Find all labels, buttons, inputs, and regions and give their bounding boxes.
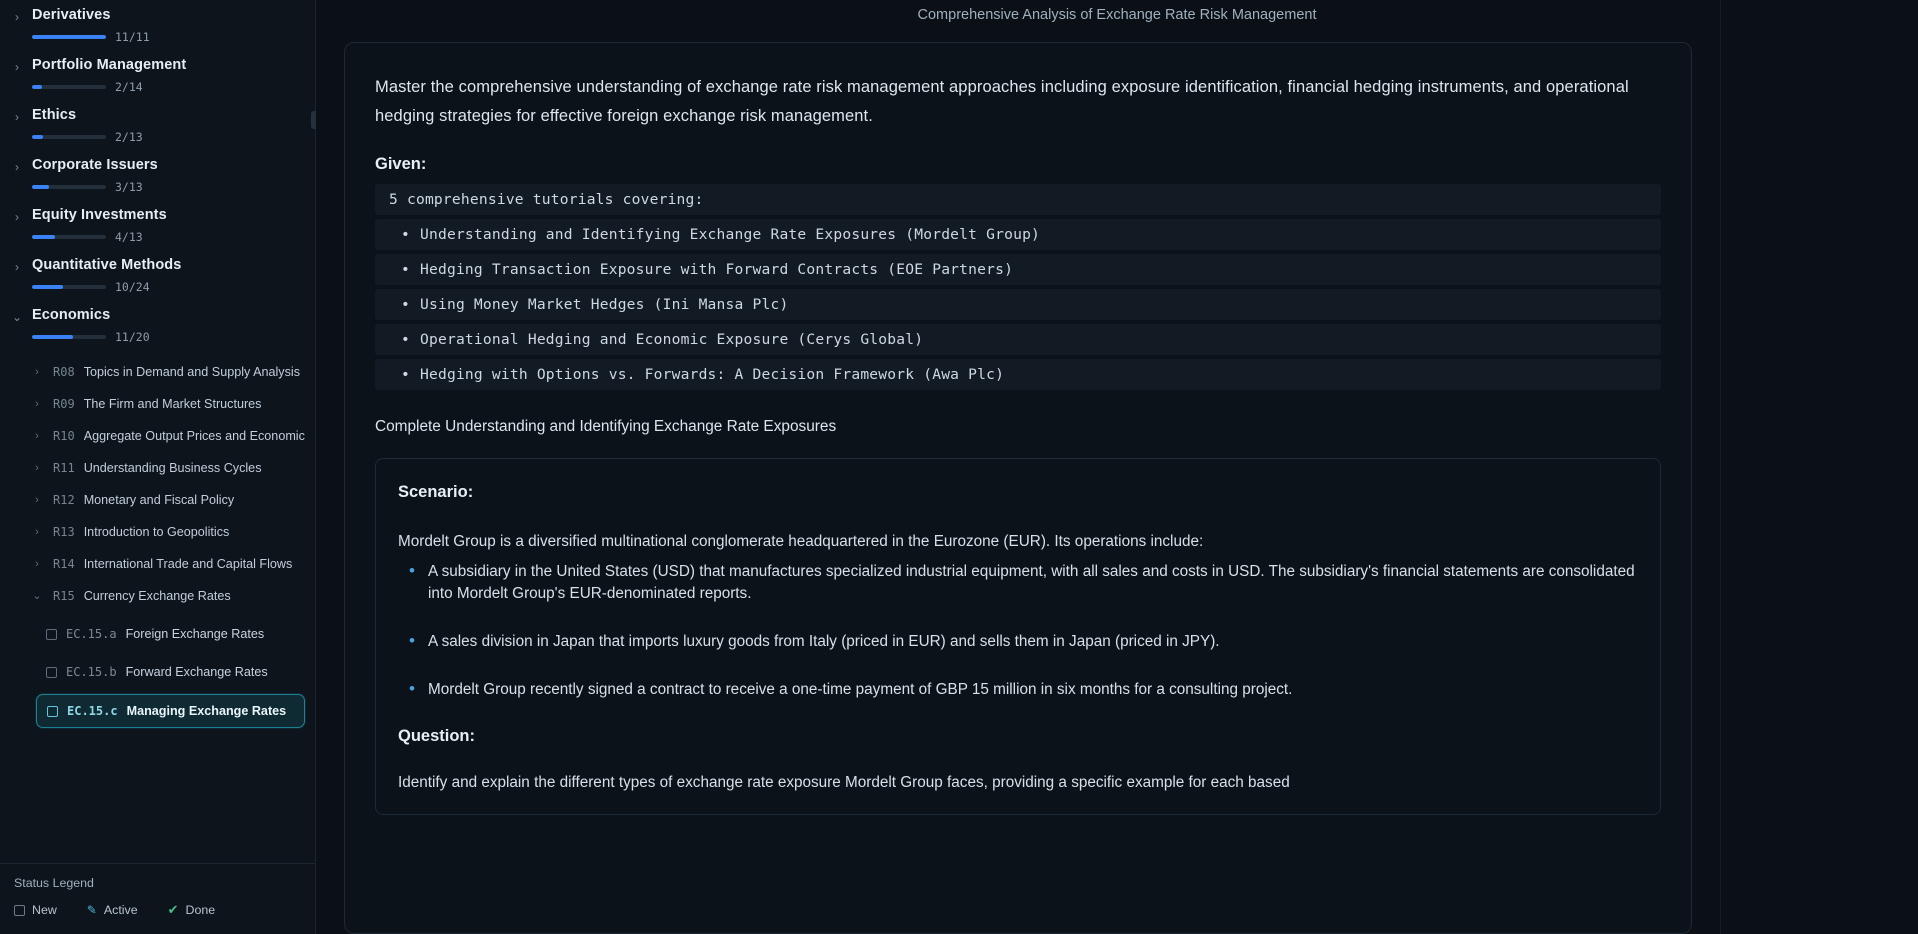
lesson-name: Foreign Exchange Rates: [125, 627, 265, 641]
main-content: [316, 0, 1918, 934]
topic-portfolio-management[interactable]: [0, 50, 315, 100]
reading-name: International Trade and Capital Flows: [83, 557, 293, 571]
reading-item-r09[interactable]: [0, 388, 315, 420]
progress-bar: [32, 285, 106, 289]
topic-title: Derivatives: [32, 7, 111, 23]
legend-item-new: [14, 903, 57, 917]
right-rail: [1720, 0, 1918, 934]
topic-title: Corporate Issuers: [32, 157, 158, 173]
pencil-icon: ✎: [86, 903, 97, 917]
lesson-item-ec-15-a[interactable]: [36, 618, 305, 650]
content-scroll-area[interactable]: [316, 30, 1918, 934]
progress-bar: [32, 185, 106, 189]
checkbox-icon[interactable]: [46, 629, 57, 640]
progress-bar: [32, 35, 106, 39]
check-icon: ✔: [167, 902, 179, 917]
sidebar: [0, 0, 316, 934]
page-title: Comprehensive Analysis of Exchange Rate Risk Management: [917, 7, 1317, 23]
progress-fraction: 4/13: [115, 230, 143, 244]
progress-bar: [32, 135, 106, 139]
chevron-right-icon[interactable]: ›: [35, 429, 39, 442]
topic-ethics[interactable]: [0, 100, 315, 150]
reading-code: R15: [53, 589, 75, 603]
chevron-right-icon[interactable]: ›: [15, 110, 19, 124]
lesson-code: EC.15.b: [66, 665, 117, 679]
topic-title: Equity Investments: [32, 207, 167, 223]
chevron-right-icon[interactable]: ›: [35, 557, 39, 570]
reading-item-r14[interactable]: [0, 548, 315, 580]
topic-corporate-issuers[interactable]: [0, 150, 315, 200]
lesson-item-ec-15-c[interactable]: [36, 694, 305, 728]
reading-code: R14: [53, 557, 75, 571]
topic-quantitative-methods[interactable]: [0, 250, 315, 300]
chevron-right-icon[interactable]: ›: [15, 210, 19, 224]
legend-label: Active: [103, 903, 138, 917]
chevron-right-icon[interactable]: ›: [35, 461, 39, 474]
chevron-right-icon[interactable]: ›: [35, 493, 39, 506]
progress-bar: [32, 235, 106, 239]
reading-code: R12: [53, 493, 75, 507]
lesson-name: Managing Exchange Rates: [126, 704, 287, 718]
topic-economics[interactable]: [0, 300, 315, 350]
progress-fraction: 10/24: [115, 280, 150, 294]
chevron-down-icon[interactable]: ⌄: [32, 589, 42, 602]
code-line: • Operational Hedging and Economic Exposure (Cerys Global): [375, 324, 1661, 355]
reading-code: R09: [53, 397, 75, 411]
topic-title: Quantitative Methods: [32, 257, 182, 273]
topic-title: Economics: [32, 307, 111, 323]
reading-item-r10[interactable]: [0, 420, 315, 452]
status-legend: [0, 863, 315, 934]
code-line: 5 comprehensive tutorials covering:: [375, 184, 1661, 215]
given-label: Given:: [375, 155, 427, 173]
chevron-right-icon[interactable]: ›: [15, 10, 19, 24]
legend-label: New: [32, 903, 57, 917]
reading-list: [0, 356, 315, 612]
reading-item-r08[interactable]: [0, 356, 315, 388]
progress-fraction: 2/14: [115, 80, 143, 94]
chevron-right-icon[interactable]: ›: [35, 397, 39, 410]
progress-bar: [32, 335, 106, 339]
list-item: • A sales division in Japan that imports luxury goods from Italy (priced in EUR) and sells them in Japan (priced in JPY).: [398, 631, 1638, 653]
legend-item-done: [168, 902, 216, 918]
section-title: Complete Understanding and Identifying Exchange Rate Exposures: [375, 418, 837, 435]
chevron-right-icon[interactable]: ›: [35, 525, 39, 538]
reading-name: Introduction to Geopolitics: [83, 525, 230, 539]
topic-title: Ethics: [32, 107, 77, 123]
status-legend-title: Status Legend: [14, 876, 94, 890]
reading-name: Currency Exchange Rates: [83, 589, 231, 603]
scenario-panel: [375, 458, 1661, 815]
reading-item-r13[interactable]: [0, 516, 315, 548]
topic-title: Portfolio Management: [32, 57, 187, 73]
reading-item-r12[interactable]: [0, 484, 315, 516]
reading-item-r11[interactable]: [0, 452, 315, 484]
lesson-item-ec-15-b[interactable]: [36, 656, 305, 688]
reading-code: R08: [53, 365, 75, 379]
progress-bar: [32, 85, 106, 89]
given-code-block: [375, 184, 1661, 390]
scenario-heading: Scenario:: [398, 483, 474, 501]
code-line: • Understanding and Identifying Exchange Rate Exposures (Mordelt Group): [375, 219, 1661, 250]
lesson-card: [344, 42, 1692, 934]
progress-fraction: 11/11: [115, 30, 150, 44]
scenario-lead: Mordelt Group is a diversified multinational conglomerate headquartered in the Eurozone (EUR). Its operations include:: [398, 533, 1204, 550]
lesson-list: [0, 618, 315, 728]
reading-name: Understanding Business Cycles: [83, 461, 262, 475]
progress-fraction: 2/13: [115, 130, 143, 144]
code-line: • Hedging Transaction Exposure with Forward Contracts (EOE Partners): [375, 254, 1661, 285]
checkbox-icon: [14, 905, 25, 916]
topic-equity-investments[interactable]: [0, 200, 315, 250]
sidebar-scroll-area[interactable]: [0, 0, 315, 863]
list-item: • Mordelt Group recently signed a contract to receive a one-time payment of GBP 15 million in six months for a consulting project.: [398, 679, 1638, 701]
list-item: • A subsidiary in the United States (USD) that manufactures specialized industrial equipment, with all sales and costs in USD. The subsidiary's financial statements are consolidated into Mordelt Group's EUR-denominated reports.: [398, 561, 1638, 605]
chevron-down-icon[interactable]: ⌄: [11, 310, 23, 324]
reading-name: Aggregate Output Prices and Economic: [83, 429, 305, 443]
legend-label: Done: [185, 903, 216, 917]
lesson-name: Forward Exchange Rates: [125, 665, 268, 679]
reading-code: R10: [53, 429, 75, 443]
reading-name: Topics in Demand and Supply Analysis: [83, 365, 301, 379]
scenario-bullet-list: [398, 561, 1638, 701]
topic-derivatives[interactable]: [0, 0, 315, 50]
progress-fraction: 11/20: [115, 330, 150, 344]
reading-code: R13: [53, 525, 75, 539]
reading-name: Monetary and Fiscal Policy: [83, 493, 235, 507]
code-line: • Hedging with Options vs. Forwards: A Decision Framework (Awa Plc): [375, 359, 1661, 390]
progress-fraction: 3/13: [115, 180, 143, 194]
question-label: Question:: [398, 727, 475, 745]
reading-code: R11: [53, 461, 75, 475]
chevron-right-icon[interactable]: ›: [35, 365, 39, 378]
legend-item-active: [87, 903, 138, 917]
reading-name: The Firm and Market Structures: [83, 397, 262, 411]
main-header: [316, 0, 1918, 30]
lesson-intro: Master the comprehensive understanding of exchange rate risk management approaches including exposure identification, financial hedging instruments, and operational hedging strategies for effective foreign exchange risk management.: [375, 78, 1629, 125]
chevron-right-icon[interactable]: ›: [15, 60, 19, 74]
chevron-right-icon[interactable]: ›: [15, 260, 19, 274]
code-line: • Using Money Market Hedges (Ini Mansa Plc): [375, 289, 1661, 320]
chevron-right-icon[interactable]: ›: [15, 160, 19, 174]
question-text: Identify and explain the different types of exchange rate exposure Mordelt Group faces, providing a specific example for each based: [398, 774, 1290, 791]
lesson-code: EC.15.c: [67, 704, 118, 718]
reading-item-r15[interactable]: [0, 580, 315, 612]
lesson-code: EC.15.a: [66, 627, 117, 641]
checkbox-icon[interactable]: [47, 706, 58, 717]
checkbox-icon[interactable]: [46, 667, 57, 678]
